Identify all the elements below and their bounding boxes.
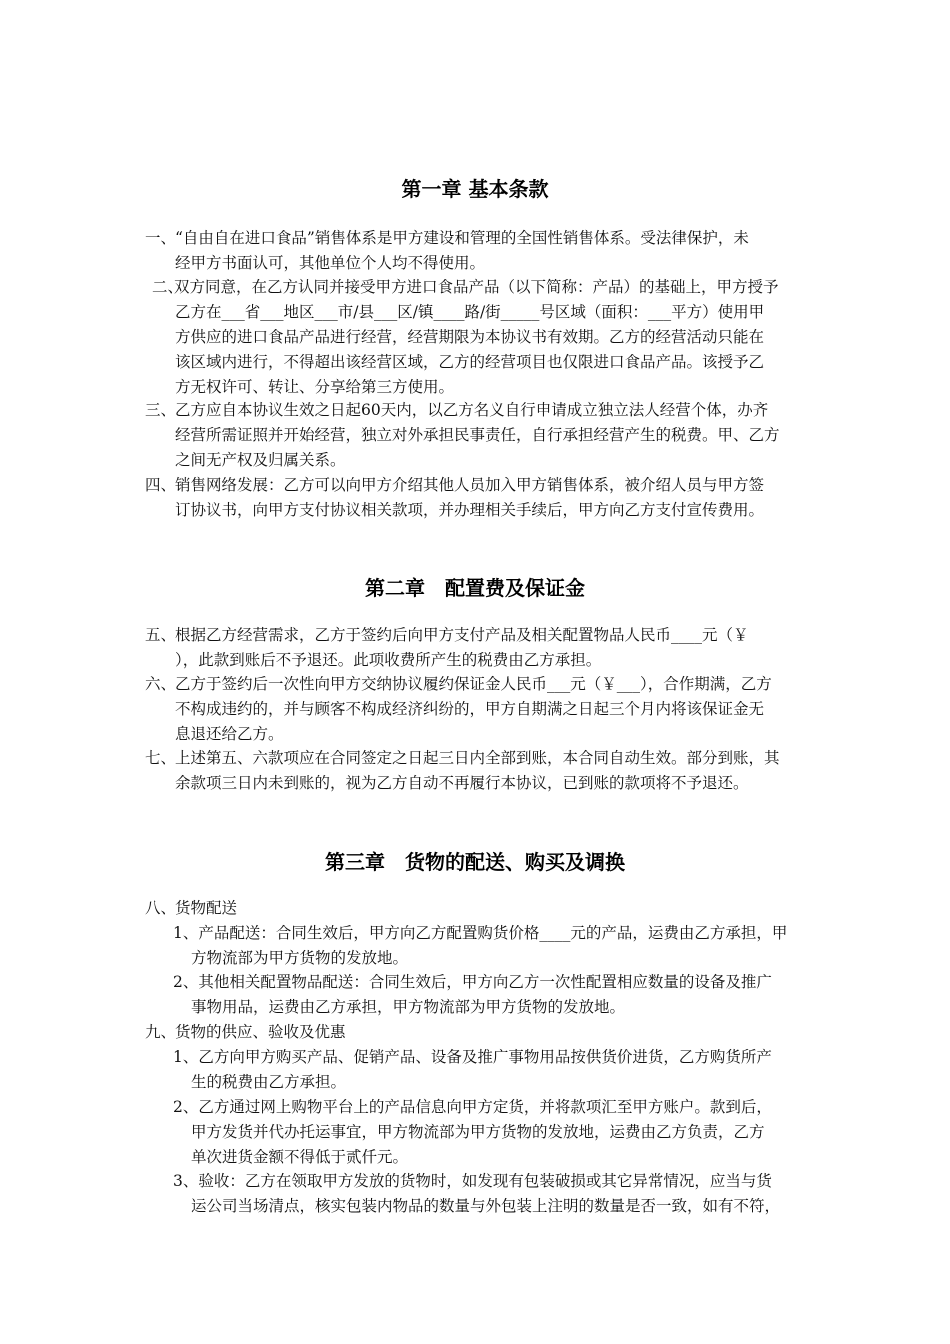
item-line: 2、乙方通过网上购物平台上的产品信息向甲方定货，并将款项汇至甲方账户。款到后，: [173, 1098, 772, 1116]
clause-line: 方无权许可、转让、分享给第三方使用。: [175, 378, 455, 396]
clause-line: 经甲方书面认可，其他单位个人均不得使用。: [175, 254, 486, 272]
clause-number: 六、: [145, 675, 177, 693]
clause-number: 九、: [145, 1023, 177, 1041]
item-line: 3、验收：乙方在领取甲方发放的货物时，如发现有包装破损或其它异常情况，应当与货: [173, 1172, 772, 1190]
clause-line: 息退还给乙方。: [175, 725, 284, 743]
item-line: 生的税费由乙方承担。: [191, 1073, 347, 1091]
clause-number: 五、: [145, 626, 177, 644]
clause-line: 方供应的进口食品产品进行经营，经营期限为本协议书有效期。乙方的经营活动只能在: [175, 328, 765, 346]
clause-number: 三、: [145, 401, 177, 419]
clause-line: 根据乙方经营需求，乙方于签约后向甲方支付产品及相关配置物品人民币____元（￥: [175, 626, 749, 644]
clause-heading: 货物的供应、验收及优惠: [175, 1023, 346, 1041]
clause-8: [145, 896, 810, 921]
item-line: 运公司当场清点，核实包装内物品的数量与外包装上注明的数量是否一致，如有不符，: [191, 1197, 781, 1215]
chapter-1-title: 第一章 基本条款: [401, 177, 549, 201]
item-line: 甲方发货并代办托运事宜，甲方物流部为甲方货物的发放地，运费由乙方负责，乙方: [191, 1123, 765, 1141]
clause-line: 乙方在___省___地区___市/县___区/镇____路/街_____号区域（面积：___平方）使用甲: [175, 303, 765, 321]
clause-number: 四、: [145, 476, 177, 494]
clause-9: [145, 1020, 810, 1045]
clause-9-item-1: [173, 1045, 813, 1095]
clause-heading: 货物配送: [175, 899, 238, 917]
item-line: 1、产品配送：合同生效后，甲方向乙方配置购货价格____元的产品，运费由乙方承担，甲: [173, 924, 788, 942]
clause-5: [145, 623, 810, 673]
item-line: 2、其他相关配置物品配送：合同生效后，甲方向乙方一次性配置相应数量的设备及推广: [173, 973, 772, 991]
clause-8-item-1: [173, 921, 813, 971]
item-line: 1、乙方向甲方购买产品、促销产品、设备及推广事物用品按供货价进货，乙方购货所产: [173, 1048, 772, 1066]
clause-9-item-2: [173, 1095, 813, 1170]
clause-number: 二、: [152, 278, 184, 296]
item-line: 方物流部为甲方货物的发放地。: [191, 949, 409, 967]
clause-number: 八、: [145, 899, 177, 917]
item-line: 事物用品，运费由乙方承担，甲方物流部为甲方货物的发放地。: [191, 998, 626, 1016]
clause-line: 双方同意，在乙方认同并接受甲方进口食品产品（以下简称：产品）的基础上，甲方授予: [174, 278, 779, 296]
clause-line: 之间无产权及归属关系。: [175, 451, 346, 469]
clause-line: 上述第五、六款项应在合同签定之日起三日内全部到账，本合同自动生效。部分到账，其: [175, 749, 780, 767]
clause-line: 乙方于签约后一次性向甲方交纳协议履约保证金人民币___元（￥___），合作期满，乙方: [175, 675, 772, 693]
item-line: 单次进货金额不得低于贰仟元。: [191, 1148, 409, 1166]
clause-number: 一、: [145, 229, 177, 247]
chapter-2-title: 第二章 配置费及保证金: [365, 576, 585, 600]
clause-3: [145, 398, 810, 473]
clause-line: 订协议书，向甲方支付协议相关款项，并办理相关手续后，甲方向乙方支付宣传费用。: [175, 501, 765, 519]
chapter-3-title: 第三章 货物的配送、购买及调换: [325, 850, 625, 874]
clause-line: 乙方应自本协议生效之日起60天内，以乙方名义自行申请成立独立法人经营个体，办齐: [175, 401, 769, 419]
clause-7: [145, 746, 810, 796]
clause-line: 销售网络发展：乙方可以向甲方介绍其他人员加入甲方销售体系，被介绍人员与甲方签: [175, 476, 765, 494]
clause-line: “自由自在进口食品”销售体系是甲方建设和管理的全国性销售体系。受法律保护，未: [175, 229, 749, 247]
clause-line: ），此款到账后不予退还。此项收费所产生的税费由乙方承担。: [175, 651, 602, 669]
clause-1: [145, 226, 810, 276]
clause-9-item-3: [173, 1169, 813, 1219]
clause-line: 该区域内进行，不得超出该经营区域，乙方的经营项目也仅限进口食品产品。该授予乙: [175, 353, 765, 371]
clause-2: [152, 275, 817, 400]
clause-number: 七、: [145, 749, 177, 767]
clause-line: 经营所需证照并开始经营，独立对外承担民事责任，自行承担经营产生的税费。甲、乙方: [175, 426, 780, 444]
clause-line: 余款项三日内未到账的，视为乙方自动不再履行本协议，已到账的款项将不予退还。: [175, 774, 749, 792]
clause-6: [145, 672, 810, 747]
clause-8-item-2: [173, 970, 813, 1020]
clause-line: 不构成违约的，并与顾客不构成经济纠纷的，甲方自期满之日起三个月内将该保证金无: [175, 700, 765, 718]
clause-4: [145, 473, 810, 523]
